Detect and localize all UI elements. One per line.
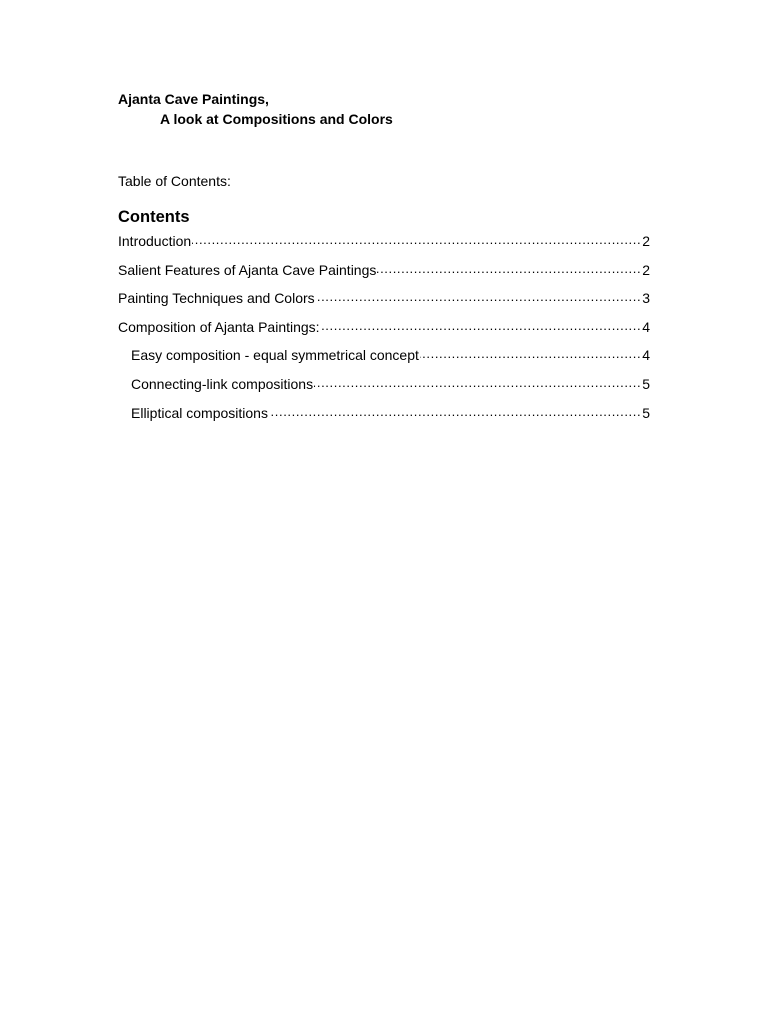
toc-entry[interactable]: [118, 261, 650, 290]
toc-entry-title: Elliptical compositions: [131, 404, 268, 421]
document-title: Ajanta Cave Paintings,: [118, 91, 269, 107]
contents-heading: Contents: [118, 208, 190, 226]
toc-subentry[interactable]: [118, 404, 650, 433]
toc-entry-page: 4: [642, 347, 650, 364]
toc-intro-label: Table of Contents:: [118, 173, 231, 189]
toc-entry-title: Painting Techniques and Colors: [118, 290, 315, 307]
toc-entry[interactable]: [118, 232, 650, 261]
toc-dot-leader: [314, 375, 641, 389]
toc-entry-title: Connecting-link compositions: [131, 375, 314, 392]
toc-subentry[interactable]: [118, 375, 650, 404]
toc-dot-leader: [321, 318, 642, 332]
toc-entry-title: Introduction: [118, 233, 192, 249]
document-subtitle: A look at Compositions and Colors: [160, 111, 393, 127]
toc-entry-title: Salient Features of Ajanta Cave Paintings: [118, 261, 377, 278]
toc-dot-leader: [420, 346, 641, 360]
table-of-contents: [118, 232, 650, 432]
toc-subentry[interactable]: [118, 346, 650, 375]
toc-entry-page: 3: [642, 290, 650, 307]
toc-dot-leader: [316, 289, 642, 303]
toc-entry[interactable]: [118, 318, 650, 347]
toc-entry-page: 2: [642, 261, 650, 278]
toc-entry-page: 5: [642, 375, 650, 392]
toc-dot-leader: [269, 404, 641, 418]
toc-entry-page: 5: [642, 404, 650, 421]
toc-entry-title: Easy composition - equal symmetrical concept: [131, 347, 419, 364]
toc-entry-page: 2: [642, 233, 650, 249]
toc-entry[interactable]: [118, 289, 650, 318]
toc-entry-title: Composition of Ajanta Paintings:: [118, 318, 320, 335]
toc-dot-leader: [377, 261, 641, 275]
toc-entry-page: 4: [642, 318, 650, 335]
toc-dot-leader: [192, 232, 641, 246]
